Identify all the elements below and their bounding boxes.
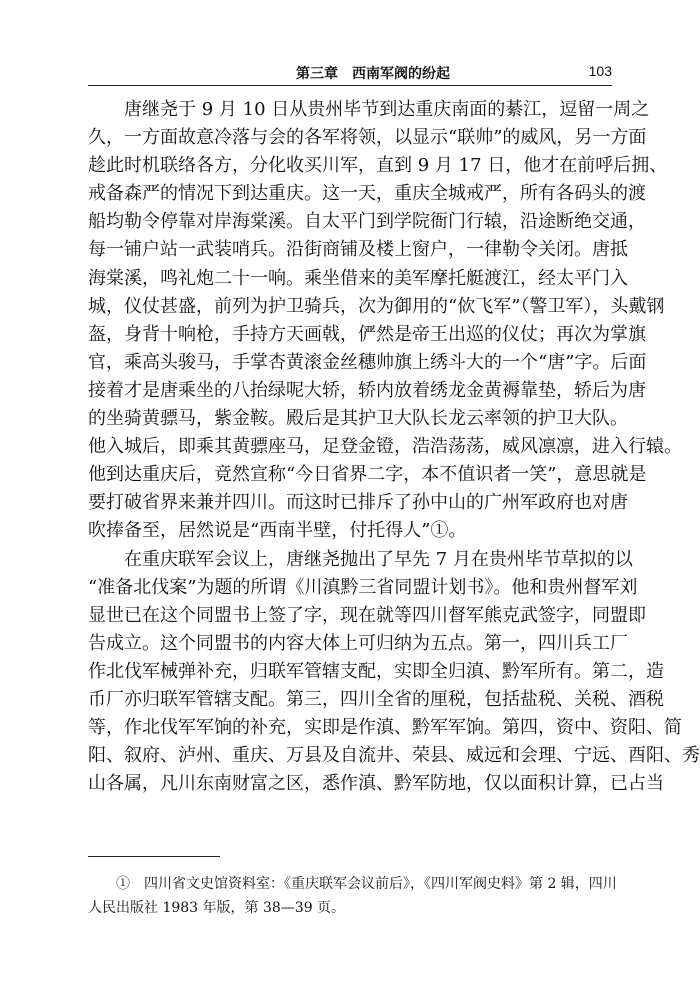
text-line: 官，乘高头骏马，手掌杏黄滚金丝穗帅旗上绣斗大的一个“唐”字。后面 xyxy=(88,351,647,373)
text-line: 币厂亦归联军管辖支配。第三，四川全省的厘税，包括盐税、关税、酒税 xyxy=(88,688,664,710)
text-line: 阳、叙府、泸州、重庆、万县及自流井、荣县、威远和会理、宁远、酉阳、秀 xyxy=(88,745,700,767)
chapter-title: 第三章 西南军阀的纷起 xyxy=(296,66,450,82)
text-line: 他入城后，即乘其黄骠座马，足登金镫，浩浩荡荡，威风凛凛，进入行辕。 xyxy=(88,436,682,458)
text-line: “准备北伐案”为题的所谓《川滇黔三省同盟计划书》。他和贵州督军刘 xyxy=(88,576,638,598)
text-line: 吹捧备至，居然说是“西南半壁，付托得人”①。 xyxy=(88,520,467,542)
text-line: 接着才是唐乘坐的八抬绿呢大轿，轿内放着绣龙金黄褥靠垫，轿后为唐 xyxy=(88,379,646,401)
page-number: 103 xyxy=(588,63,612,79)
header-divider xyxy=(88,85,612,86)
text-line: 告成立。这个同盟书的内容大体上可归纳为五点。第一，四川兵工厂 xyxy=(88,632,628,654)
text-line: 等，作北伐军军饷的补充，实即是作滇、黔军军饷。第四，资中、资阳、简 xyxy=(88,717,682,739)
text-line: 趁此时机联络各方，分化收买川军，直到 9 月 17 日，他才在前呼后拥、 xyxy=(88,155,668,177)
text-line: 在重庆联军会议上，唐继尧抛出了早先 7 月在贵州毕节草拟的以 xyxy=(88,548,633,570)
text-line: 每一铺户站一武装哨兵。沿街商铺及楼上窗户，一律勒令关闭。唐抵 xyxy=(88,239,628,261)
text-line: 城，仪仗甚盛，前列为护卫骑兵，次为御用的“佽飞军”（警卫军），头戴钢 xyxy=(88,295,665,317)
text-line: 他到达重庆后，竟然宣称“今日省界二字，本不值识者一笑”，意思就是 xyxy=(88,464,647,486)
text-line: 船均勒令停靠对岸海棠溪。自太平门到学院衙门行辕，沿途断绝交通， xyxy=(88,211,646,233)
text-line: 显世已在这个同盟书上签了字，现在就等四川督军熊克武签字，同盟即 xyxy=(88,604,646,626)
text-line: 要打破省界来兼并四川。而这时已排斥了孙中山的广州军政府也对唐 xyxy=(88,492,628,514)
text-line: 海棠溪，鸣礼炮二十一响。乘坐借来的美军摩托艇渡江，经太平门入 xyxy=(88,267,628,289)
text-line: 久，一方面故意冷落与会的各军将领，以显示“联帅”的威风，另一方面 xyxy=(88,127,647,149)
footnote-line: ① 四川省文史馆资料室：《重庆联军会议前后》，《四川军阀史料》第 2 辑，四川 xyxy=(88,876,617,892)
text-line: 盔，身背十响枪，手持方天画戟，俨然是帝王出巡的仪仗；再次为掌旗 xyxy=(88,323,646,345)
footnotes xyxy=(88,872,617,920)
text-line: 作北伐军械弹补充，归联军管辖支配，实即全归滇、黔军所有。第二，造 xyxy=(88,660,664,682)
text-line: 唐继尧于 9 月 10 日从贵州毕节到达重庆南面的綦江，逗留一周之 xyxy=(88,99,650,120)
text-line: 的坐骑黄骠马，紫金鞍。殿后是其护卫大队长龙云率领的护卫大队。 xyxy=(88,408,628,430)
text-line: 山各属，凡川东南财富之区，悉作滇、黔军防地，仅以面积计算，已占当 xyxy=(88,773,664,795)
footnote-line: 人民出版社 1983 年版，第 38—39 页。 xyxy=(88,900,346,916)
footnote-divider xyxy=(88,856,220,857)
body-text xyxy=(88,96,700,798)
text-line: 戒备森严的情况下到达重庆。这一天，重庆全城戒严，所有各码头的渡 xyxy=(88,183,646,205)
running-header xyxy=(88,60,612,86)
